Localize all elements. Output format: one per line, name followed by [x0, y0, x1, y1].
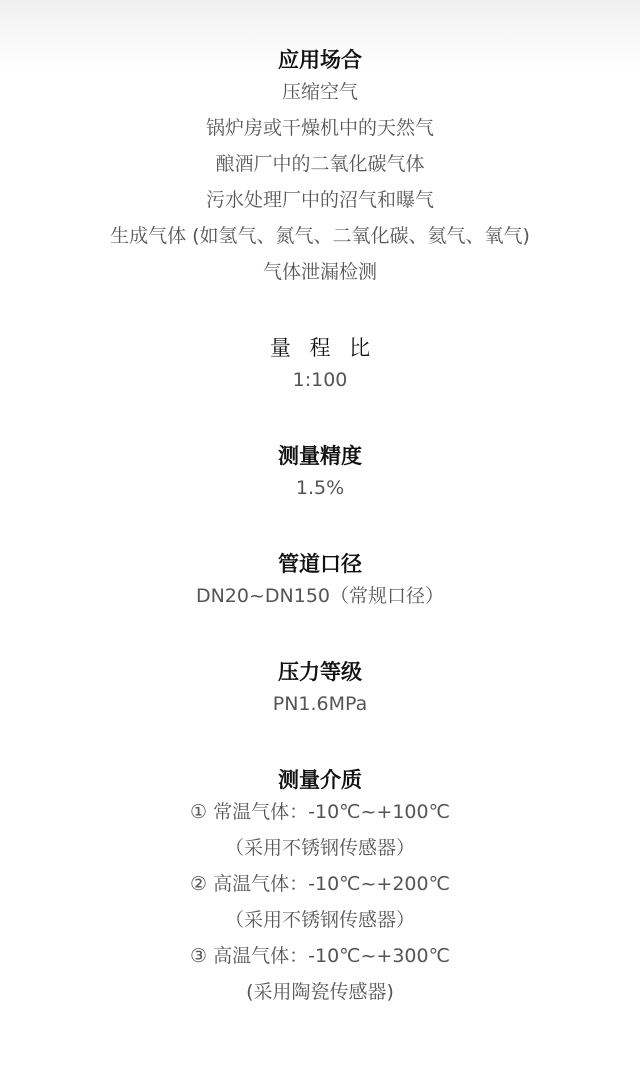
media-item: ③ 高温气体：-10℃~+300℃	[190, 945, 450, 967]
range-ratio-value: 1:100	[292, 369, 348, 391]
application-item: 锅炉房或干燥机中的天然气	[205, 117, 434, 139]
accuracy-section	[0, 442, 640, 506]
application-item: 酿酒厂中的二氧化碳气体	[215, 153, 425, 175]
media-item: ② 高温气体：-10℃~+200℃	[190, 873, 450, 895]
pressure-rating-section	[0, 658, 640, 722]
pressure-rating-heading: 压力等级	[278, 660, 362, 684]
pipe-diameter-value: DN20~DN150（常规口径）	[195, 585, 445, 607]
media-item: ① 常温气体：-10℃~+100℃	[190, 801, 450, 823]
applications-section	[0, 46, 640, 290]
accuracy-heading: 测量精度	[278, 444, 362, 468]
media-item: （采用不锈钢传感器）	[224, 837, 415, 859]
application-item: 生成气体 (如氢气、氮气、二氧化碳、氦气、氧气)	[110, 225, 530, 247]
accuracy-value: 1.5%	[295, 477, 345, 499]
range-ratio-section	[0, 334, 640, 398]
media-section	[0, 766, 640, 1010]
pressure-rating-value: PN1.6MPa	[272, 693, 368, 715]
range-ratio-heading: 量 程 比	[269, 336, 377, 360]
application-item: 压缩空气	[281, 81, 358, 103]
applications-heading: 应用场合	[278, 48, 362, 72]
media-heading: 测量介质	[278, 768, 362, 792]
pipe-diameter-heading: 管道口径	[278, 552, 362, 576]
media-item: （采用不锈钢传感器）	[224, 909, 415, 931]
application-item: 污水处理厂中的沼气和曝气	[205, 189, 434, 211]
application-item: 气体泄漏检测	[262, 261, 377, 283]
media-item: (采用陶瓷传感器)	[246, 981, 394, 1003]
pipe-diameter-section	[0, 550, 640, 614]
